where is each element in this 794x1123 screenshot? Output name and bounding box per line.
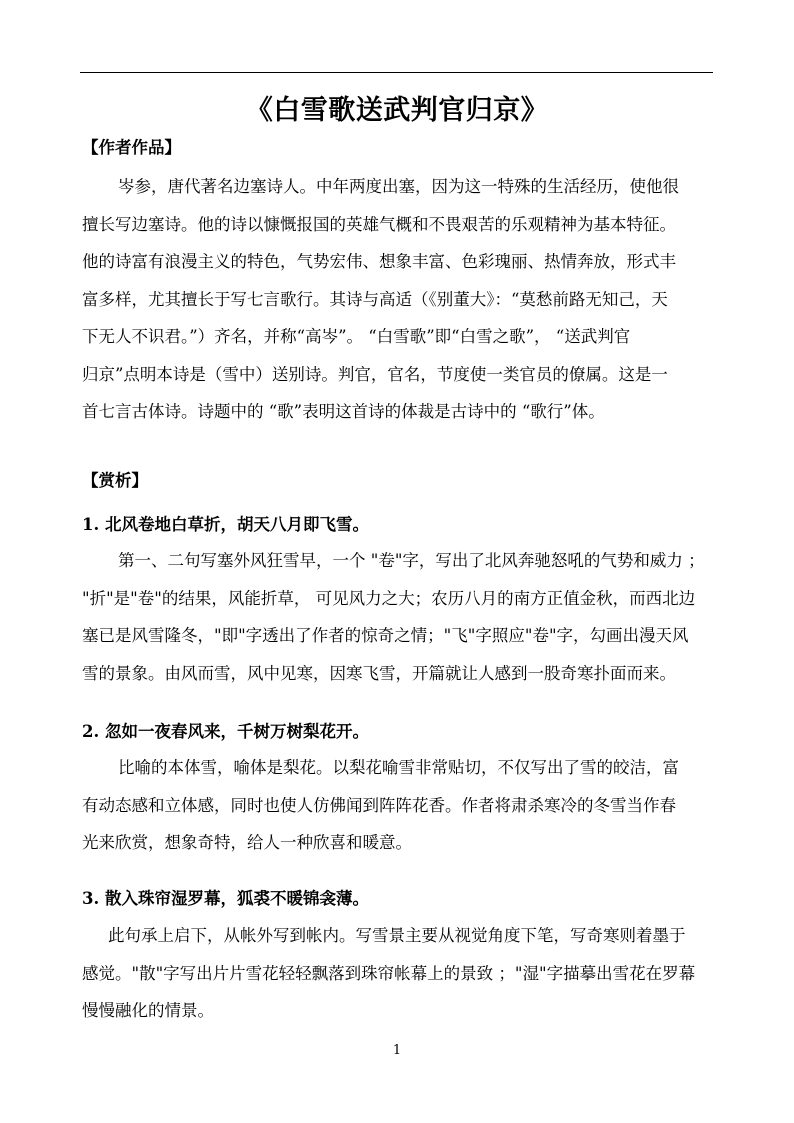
paragraph-line: 岑参，唐代著名边塞诗人。中年两度出塞，因为这一特殊的生活经历，使他很 bbox=[118, 177, 679, 196]
paragraph-line: "折"是"卷"的结果，风能折草， 可见风力之大；农历八月的南方正值金秋，而西北边 bbox=[82, 588, 696, 608]
verse-analysis-3 bbox=[82, 917, 722, 1030]
verse-analysis-2 bbox=[82, 749, 722, 862]
paragraph-line: 慢慢融化的情景。 bbox=[82, 1001, 214, 1020]
verse-heading-1: 1. 北风卷地白草折，胡天八月即飞雪。 bbox=[82, 515, 369, 534]
verse-heading-2: 2. 忽如一夜春风来，千树万树梨花开。 bbox=[82, 722, 369, 741]
paragraph-line: 此句承上启下，从帐外写到帐内。写雪景主要从视觉角度下笔，写奇寒则着墨于 bbox=[108, 926, 686, 945]
paragraph-line: 归京”点明本诗是（雪中）送别诗。判官，官名，节度使一类官员的僚属。这是一 bbox=[82, 364, 668, 384]
page-number: 1 bbox=[392, 1043, 402, 1058]
verse-analysis-1 bbox=[82, 542, 722, 692]
paragraph-line: 塞已是风雪隆冬，"即"字透出了作者的惊奇之情；"飞"字照应"卷"字，勾画出漫天风 bbox=[82, 626, 689, 645]
section-heading-appreciation: 【赏析】 bbox=[82, 471, 148, 490]
paragraph-line: 光来欣赏，想象奇特，给人一种欣喜和暖意。 bbox=[82, 833, 412, 852]
paragraph-line: 他的诗富有浪漫主义的特色，气势宏伟、想象丰富、色彩瑰丽、热情奔放，形式丰 bbox=[82, 252, 676, 271]
paragraph-line: 擅长写边塞诗。他的诗以慷慨报国的英雄气概和不畏艰苦的乐观精神为基本特征。 bbox=[82, 214, 676, 234]
paragraph-line: 比喻的本体雪，喻体是梨花。以梨花喻雪非常贴切，不仅写出了雪的皎洁，富 bbox=[118, 758, 679, 777]
paragraph-line: 有动态感和立体感，同时也使人仿佛闻到阵阵花香。作者将肃杀寒冷的冬雪当作春 bbox=[82, 795, 676, 815]
paragraph-line: 第一、二句写塞外风狂雪早，一个 "卷"字，写出了北风奔驰怒吼的气势和威力 ； bbox=[118, 551, 705, 570]
page-title: 《白雪歌送武判官归京》 bbox=[245, 95, 549, 126]
verse-heading-3: 3. 散入珠帘湿罗幕，狐裘不暖锦衾薄。 bbox=[82, 889, 369, 908]
paragraph-line: 下无人不识君。”）齐名，并称“高岑”。 “白雪歌”即“白雪之歌”， “送武判官 bbox=[82, 327, 631, 346]
paragraph-line: 雪的景象。由风而雪，风中见寒，因寒飞雪，开篇就让人感到一股奇寒扑面而来。 bbox=[82, 663, 676, 683]
author-paragraph bbox=[82, 168, 722, 431]
paragraph-line: 感觉。"散"字写出片片雪花轻轻飘落到珠帘帐幕上的景致 ；"湿"字描摹出雪花在罗幕 bbox=[82, 963, 696, 983]
paragraph-line: 富多样，尤其擅长于写七言歌行。其诗与高适（《别董大》：“莫愁前路无知己，天 bbox=[82, 289, 668, 309]
section-heading-author: 【作者作品】 bbox=[82, 138, 181, 157]
header-rule bbox=[80, 72, 713, 73]
paragraph-line: 首七言古体诗。诗题中的 “歌”表明这首诗的体裁是古诗中的 “歌行”体。 bbox=[82, 402, 605, 421]
